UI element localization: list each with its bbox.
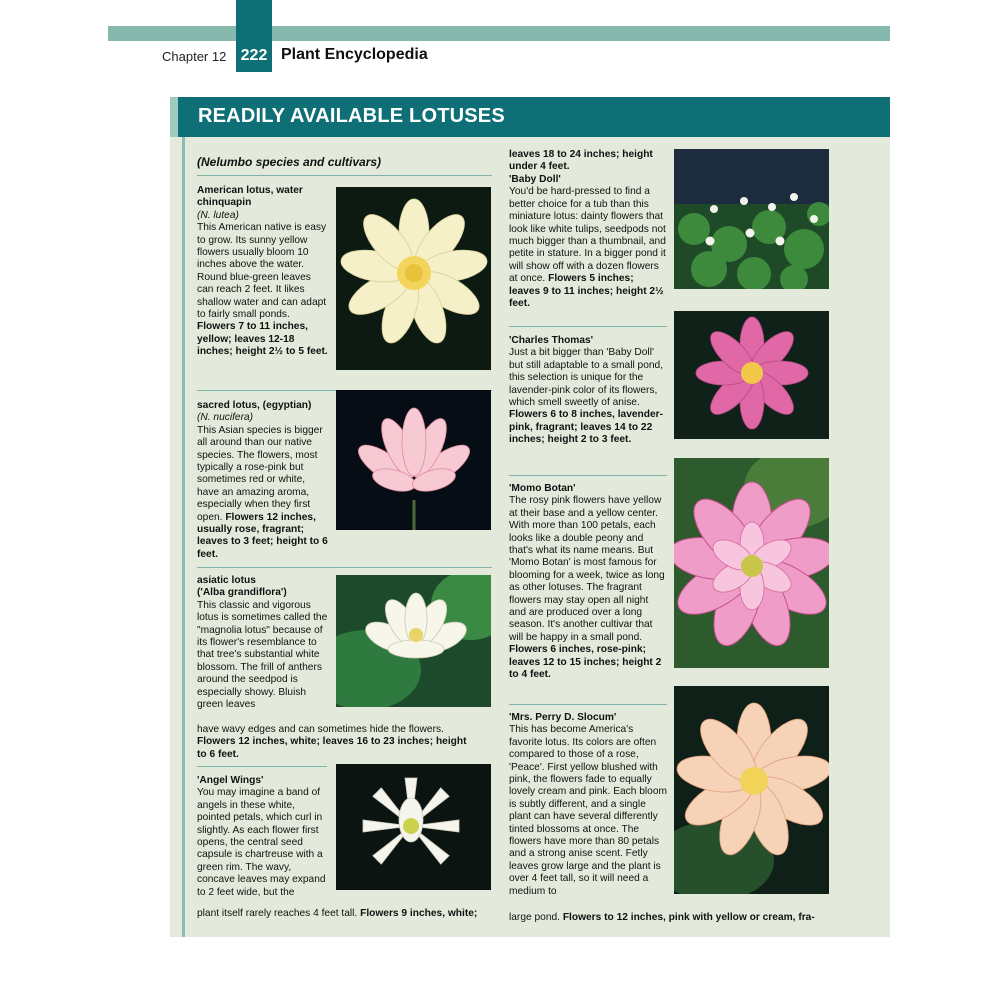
entry-name: 'Charles Thomas' <box>509 335 594 346</box>
lotus-pond-image <box>674 149 829 289</box>
entry-divider <box>197 567 492 568</box>
momo-botan-photo <box>674 458 829 668</box>
entry-body: Just a bit bigger than 'Baby Doll' but still adaptable to a small pond, this selection is unique for the lavender-pink color of its flowers, which smell sweetly of anise. <box>509 347 664 409</box>
panel-left-rule <box>182 137 185 937</box>
entry-specs: Flowers 9 inches, white; <box>360 908 478 919</box>
entry-specs: Flowers to 12 inches, pink with yellow or cream, fra- <box>562 912 815 923</box>
entry-name: asiatic lotus <box>197 575 256 586</box>
entry-angel-wings <box>197 775 329 899</box>
peach-lotus-image <box>674 686 829 894</box>
white-lotus-image <box>336 575 491 707</box>
entry-mrs-perry-slocum-continued <box>509 912 839 924</box>
lavender-lotus-image <box>674 311 829 439</box>
column-two-top <box>509 149 669 174</box>
entry-momo-botan <box>509 483 667 682</box>
entry-asiatic-lotus-continued <box>197 724 477 761</box>
mrs-perry-slocum-photo <box>674 686 829 894</box>
double-pink-lotus-image <box>674 458 829 668</box>
entry-body: This American native is easy to grow. Its sunny yellow flowers usually bloom 10 inches above the water. Round blue-green leaves can reach 2 feet. It likes shallow water and can adapt to fairly small ponds. <box>197 222 327 321</box>
entry-asiatic-lotus <box>197 575 329 711</box>
entry-body: This Asian species is bigger all around than our native species. The flowers, most typically a rose-pink but sometimes red or white, have an amazing aroma, especially when they first open. <box>197 424 323 523</box>
entry-specs: Flowers 5 inches; leaves 9 to 11 inches; height 2½ feet. <box>509 273 664 310</box>
entry-body: This classic and vigorous lotus is sometimes called the "magnolia lotus" because of its flower's resemblance to that tree's substantial white blossom. The frill of anthers around the seedpod is especially showy. Bluish green leaves <box>197 599 328 711</box>
page-number: 222 <box>240 47 268 64</box>
charles-thomas-photo <box>674 311 829 439</box>
entry-body: You may imagine a band of angels in these white, pointed petals, which curl in slightly. As each flower first opens, the central seed capsule is chartreuse with a green rim. The wavy, concave leaves may expand to 2 feet wide, but the <box>197 787 326 898</box>
chapter-label: Chapter 12 <box>162 49 227 64</box>
entry-name: sacred lotus, (egyptian) <box>197 400 312 411</box>
entry-name: 'Momo Botan' <box>509 483 576 494</box>
asiatic-lotus-photo <box>336 575 491 707</box>
entry-body: The rosy pink flowers have yellow at their base and a yellow center. With more than 100 petals, each looks like a double peony and that's what its name means. But 'Momo Botan' is most famous for blooming for a week, twice as long as other lotuses. The fragrant flowers may stay open all night and are produced over a long season. It's another cultivar that will be happy in a small pond. <box>509 495 665 643</box>
sacred-lotus-photo <box>336 390 491 530</box>
entry-body: You'd be hard-pressed to find a better choice for a tub than this miniature lotus: dainty flowers that look like white tulips, seedpods not much bigger than a thumbnail, and petite in stature. In a bigger pond it will show off with a dozen flowers at once. <box>509 186 666 285</box>
entry-name: 'Angel Wings' <box>197 775 264 786</box>
continued-specs: leaves 18 to 24 inches; height under 4 feet. <box>509 149 653 173</box>
entry-specs: Flowers 12 inches, white; leaves 16 to 23 inches; height to 6 feet. <box>197 736 467 760</box>
panel-subtitle: (Nelumbo species and cultivars) <box>197 155 382 169</box>
entry-cultivar: ('Alba grandiflora') <box>197 587 287 599</box>
baby-doll-photo <box>674 149 829 289</box>
panel-title: READILY AVAILABLE LOTUSES <box>198 105 505 127</box>
entry-baby-doll <box>509 174 667 310</box>
entry-body: This has become America's favorite lotus. Its colors are often compared to those of a rose, 'Peace'. First yellow blushed with pink, the flowers fade to equally lovely cream and pink. Each bloom is subtly different, and a single plant can have several differently tinted blossoms at once. The flowers have more than 80 petals and a strong anise scent. Fetly leaves grow large and the plant is over 4 feet tall, so it will need a medium to <box>509 724 667 897</box>
section-rule <box>197 175 492 176</box>
entry-name: American lotus, water chinquapin <box>197 185 303 209</box>
panel-bar-accent <box>170 97 178 137</box>
entry-body: have wavy edges and can sometimes hide the flowers. <box>197 724 444 735</box>
american-lotus-photo <box>336 187 491 370</box>
entry-sacred-lotus <box>197 400 329 561</box>
entry-specs: Flowers 6 inches, rose-pink; leaves 12 to 15 inches; height 2 to 4 feet. <box>509 644 662 681</box>
entry-body: large pond. <box>509 912 563 923</box>
white-star-lotus-image <box>336 764 491 890</box>
entry-species: (N. lutea) <box>197 209 239 221</box>
header-rule <box>108 26 890 41</box>
entry-divider <box>197 766 327 767</box>
entry-name: 'Baby Doll' <box>509 174 561 185</box>
entry-body: plant itself rarely reaches 4 feet tall. <box>197 908 361 919</box>
angel-wings-photo <box>336 764 491 890</box>
entry-mrs-perry-slocum <box>509 712 667 898</box>
entry-angel-wings-continued <box>197 908 482 920</box>
entry-species: (N. nucifera) <box>197 412 254 424</box>
yellow-lotus-image <box>336 187 491 370</box>
entry-divider <box>509 326 667 327</box>
book-title: Plant Encyclopedia <box>281 46 428 63</box>
pink-lotus-image <box>336 390 491 530</box>
entry-divider <box>509 475 667 476</box>
entry-specs: Flowers 12 inches, usually rose, fragrant; leaves to 3 feet; height to 6 feet. <box>197 511 328 560</box>
entry-divider <box>509 704 667 705</box>
entry-charles-thomas <box>509 335 667 447</box>
entry-specs: Flowers 7 to 11 inches, yellow; leaves 12-18 inches; height 2½ to 5 feet. <box>197 321 328 358</box>
entry-american-lotus <box>197 185 329 359</box>
entry-specs: Flowers 6 to 8 inches, lavender-pink, fragrant; leaves 14 to 22 inches; height 2 to 3 feet. <box>509 409 663 446</box>
entry-name: 'Mrs. Perry D. Slocum' <box>509 712 617 723</box>
